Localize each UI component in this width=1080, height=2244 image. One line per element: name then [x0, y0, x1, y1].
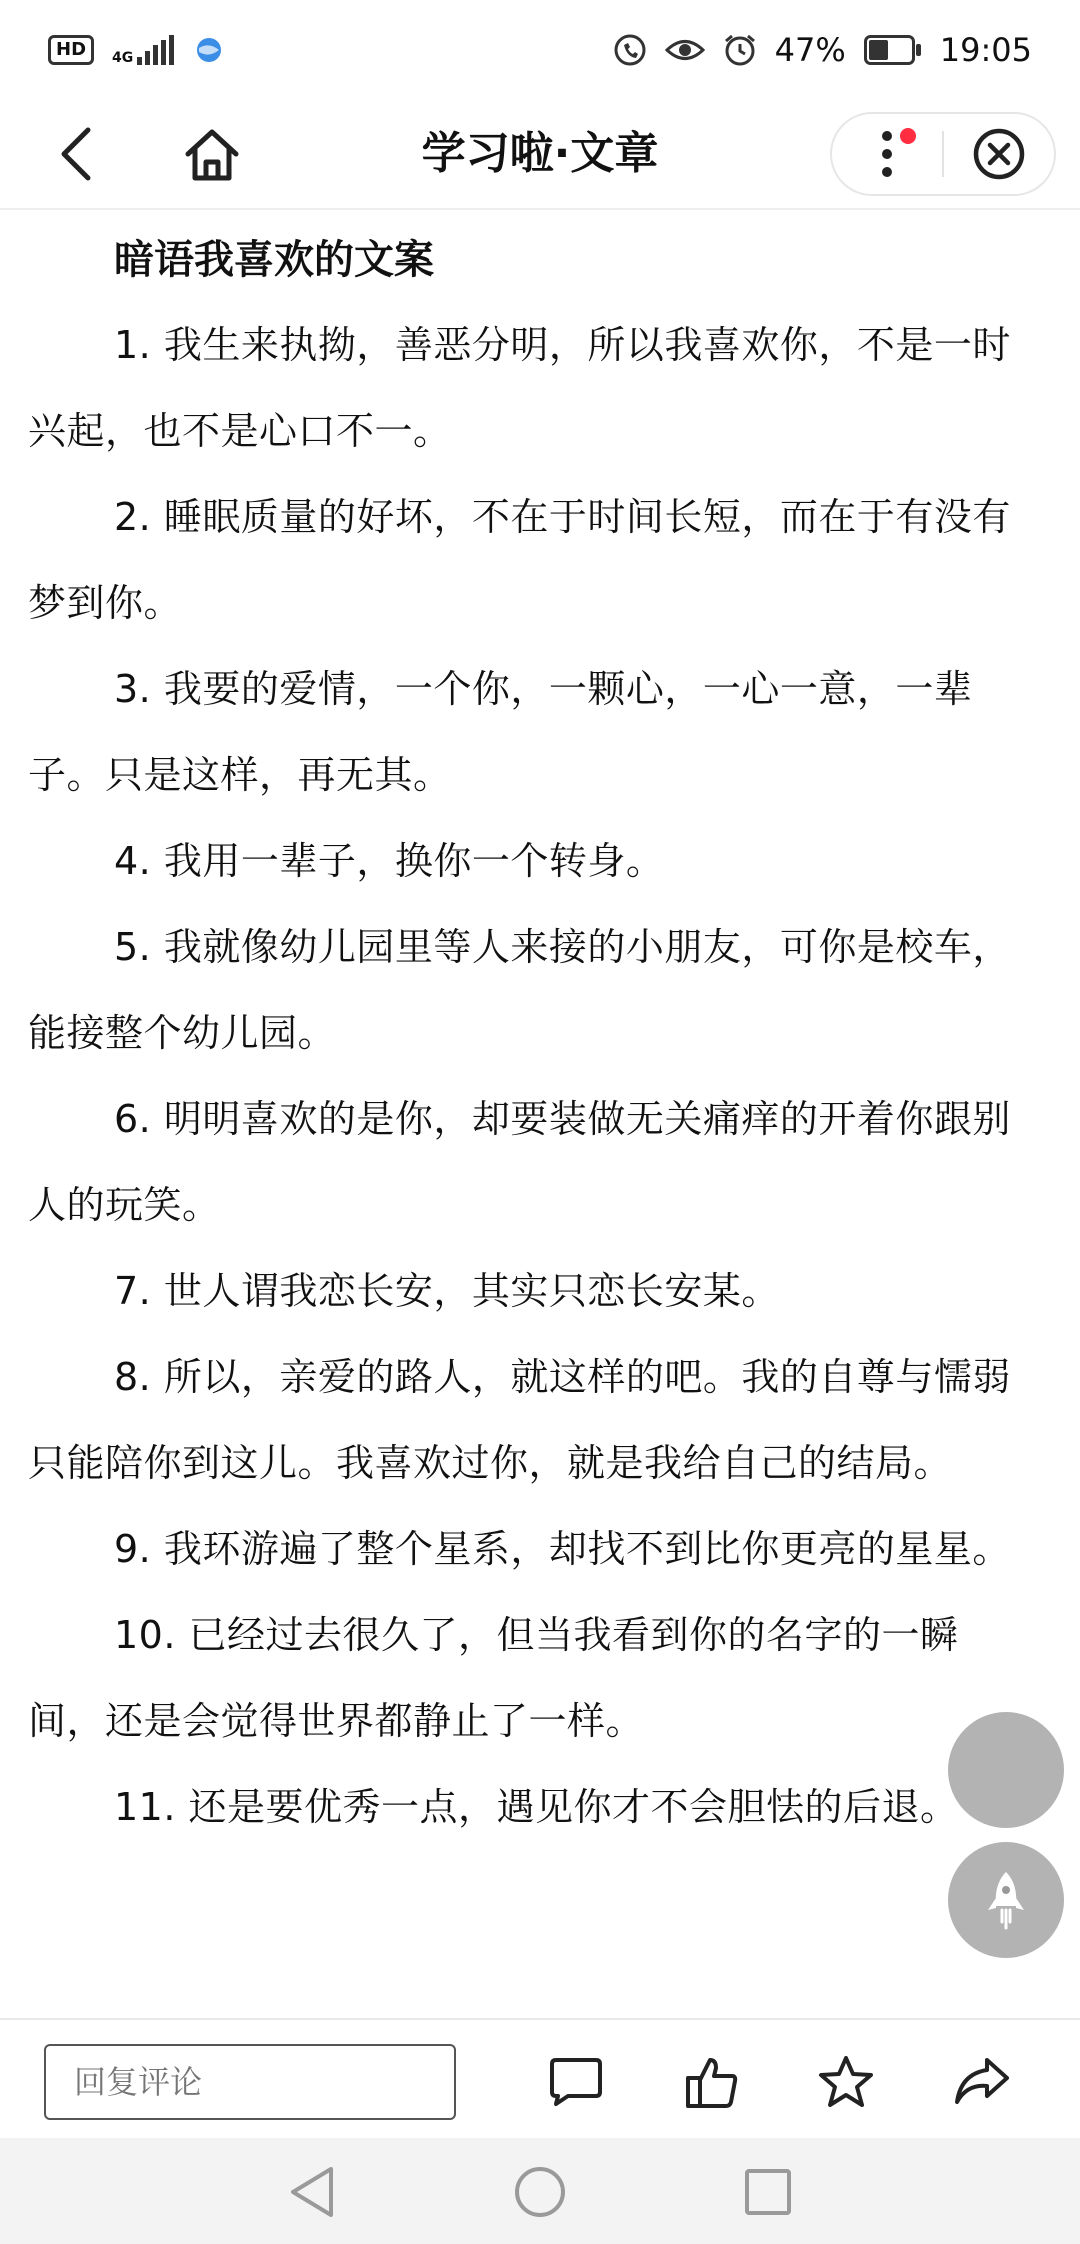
hd-call-icon: [613, 33, 647, 67]
paragraph: 9. 我环游遍了整个星系，却找不到比你更亮的星星。: [114, 1527, 1011, 1571]
more-vertical-icon: [877, 128, 897, 180]
star-icon: [817, 2054, 875, 2110]
back-to-top-button[interactable]: [948, 1842, 1064, 1958]
nav-recent-button[interactable]: [736, 2160, 800, 2224]
rocket-icon: [982, 1870, 1030, 1930]
status-bar: [0, 0, 1080, 100]
nav-home-icon: [513, 2165, 567, 2219]
thumbs-up-icon: [684, 2054, 740, 2110]
clock: 19:05: [939, 31, 1032, 69]
paragraph: 6. 明明喜欢的是你，却要装做无关痛痒的开着你跟别人的玩笑。: [28, 1097, 1011, 1227]
alarm-icon: [723, 33, 757, 67]
signal-icon: [137, 35, 177, 65]
header: [0, 100, 1080, 210]
article-paragraphs: [28, 302, 1028, 1850]
more-button[interactable]: [832, 114, 942, 194]
battery-percent: 47%: [774, 31, 846, 69]
share-button[interactable]: [950, 2050, 1014, 2114]
paragraph: 2. 睡眠质量的好坏，不在于时间长短，而在于有没有梦到你。: [28, 495, 1011, 625]
share-icon: [953, 2056, 1011, 2108]
paragraph: 7. 世人谓我恋长安，其实只恋长安某。: [114, 1269, 780, 1313]
status-right: [613, 31, 1032, 69]
close-button[interactable]: [944, 114, 1054, 194]
hd-badge: HD: [48, 35, 94, 65]
network-type: 4G: [112, 50, 134, 66]
comment-icon: [548, 2056, 604, 2108]
bottom-action-bar: [0, 2018, 1080, 2138]
paragraph: 3. 我要的爱情，一个你，一颗心，一心一意，一辈子。只是这样，再无其。: [28, 667, 973, 797]
reply-comment-input[interactable]: [44, 2044, 456, 2120]
eye-icon: [665, 35, 705, 65]
system-nav-bar: [0, 2138, 1080, 2244]
back-button[interactable]: [44, 122, 108, 186]
nav-recent-icon: [743, 2167, 793, 2217]
paragraph: 1. 我生来执拗，善恶分明，所以我喜欢你，不是一时兴起，也不是心口不一。: [28, 323, 1011, 453]
favorite-button[interactable]: [814, 2050, 878, 2114]
paragraph: 5. 我就像幼儿园里等人来接的小朋友，可你是校车，能接整个幼儿园。: [28, 925, 1011, 1055]
comment-button[interactable]: [544, 2050, 608, 2114]
nav-back-icon: [287, 2165, 337, 2219]
chevron-left-icon: [56, 126, 96, 182]
paragraph: 11. 还是要优秀一点，遇见你才不会胆怯的后退。: [114, 1785, 959, 1829]
paragraph: 4. 我用一辈子，换你一个转身。: [114, 839, 665, 883]
battery-icon: [864, 35, 922, 65]
home-button[interactable]: [178, 120, 246, 188]
nav-back-button[interactable]: [280, 2160, 344, 2224]
home-icon: [182, 124, 242, 184]
article-body[interactable]: [0, 212, 1080, 2018]
browser-app-icon: [195, 36, 223, 64]
close-circle-icon: [972, 127, 1026, 181]
article-title: 暗语我喜欢的文案: [114, 237, 434, 283]
mini-program-capsule: [830, 112, 1056, 196]
status-left: [48, 35, 223, 65]
page-title: 学习啦·文章: [421, 128, 659, 179]
paragraph: 8. 所以，亲爱的路人，就这样的吧。我的自尊与懦弱只能陪你到这儿。我喜欢过你，就是我给自己的结局。: [28, 1355, 1011, 1485]
like-button[interactable]: [680, 2050, 744, 2114]
floating-button[interactable]: [948, 1712, 1064, 1828]
paragraph: 10. 已经过去很久了，但当我看到你的名字的一瞬间，还是会觉得世界都静止了一样。: [28, 1613, 959, 1743]
signal-group: [112, 35, 177, 65]
notification-dot: [900, 128, 916, 144]
nav-home-button[interactable]: [508, 2160, 572, 2224]
